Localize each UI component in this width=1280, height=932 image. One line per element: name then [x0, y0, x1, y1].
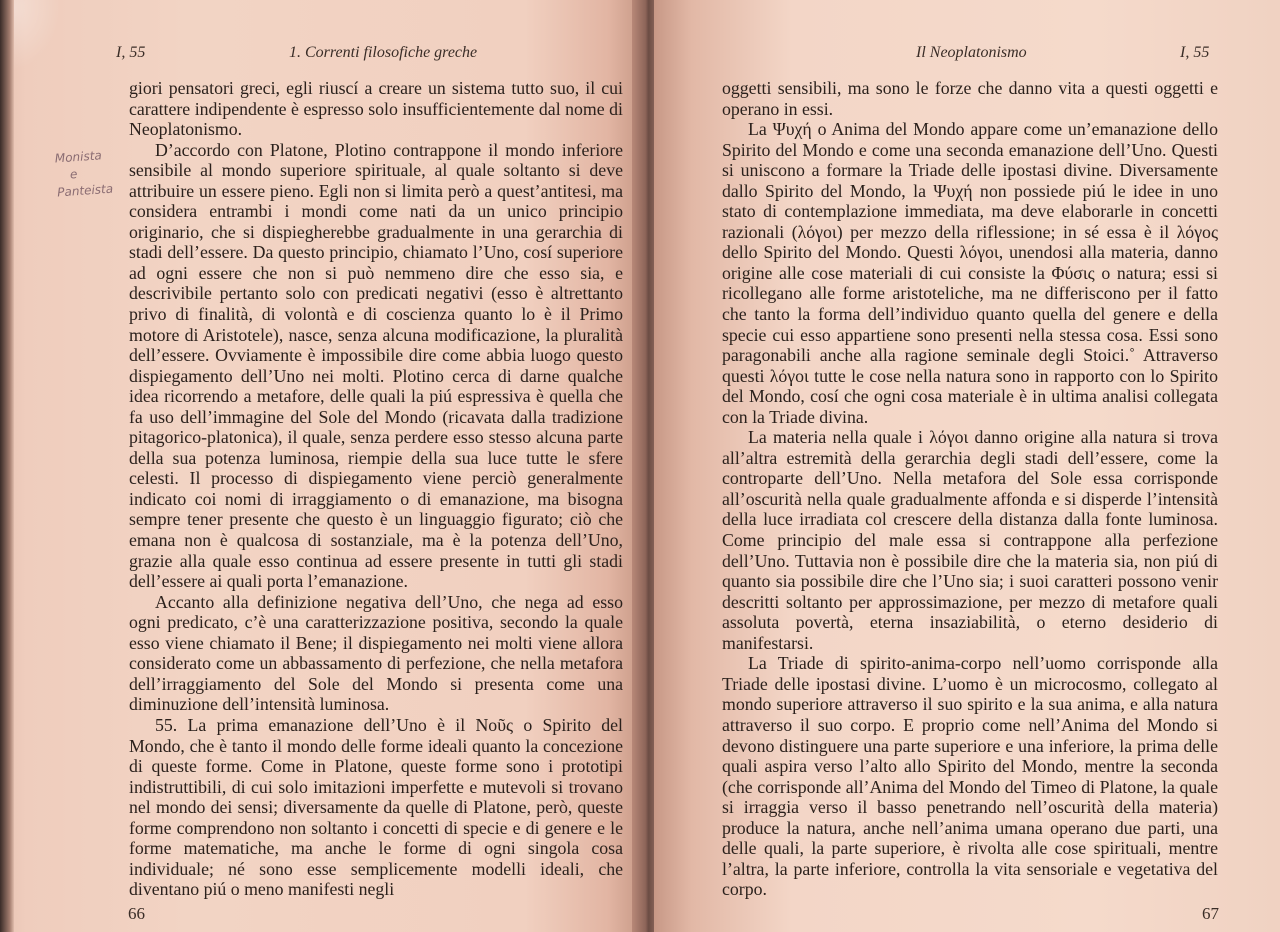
book-edge — [0, 0, 14, 932]
margin-note-line-2: e — [69, 167, 78, 182]
margin-note-line-3: Panteista — [56, 181, 114, 200]
right-header-title: Il Neoplatonismo — [916, 44, 1027, 61]
right-header-section: I, 55 — [1180, 44, 1210, 61]
paragraph: 55. La prima emanazione dell’Uno è il Νοῦς o Spirito del Mondo, che è tanto il mondo delle forme ideali quanto la concezione di queste forme. Come in Platone, queste forme sono i prototipi indistruttibili, di cui solo imitazioni imperfette e mutevoli si trovano nel mondo dei sensi; diversamente da quelle di Platone, però, queste forme comprendono non soltanto i concetti di specie e di genere e le forme matematiche, ma anche le forme di ogni singola cosa individuale; né sono esse semplicemente modelli ideali, che diventano piú o meno manifesti negli — [129, 714, 623, 900]
left-header-title: 1. Correnti filosofiche greche — [289, 44, 478, 61]
paragraph: giori pensatori greci, egli riuscí a creare un sistema tutto suo, il cui carattere indipendente è espresso solo insufficientemente dal nome di Neoplatonismo. — [129, 78, 623, 140]
paragraph: Accanto alla definizione negativa dell’Uno, che nega ad esso ogni predicato, c’è una caratterizzazione positiva, secondo la quale esso viene chiamato il Bene; il dispiegamento nei molti viene allora considerato come un abbassamento di perfezione, che nella metafora dell’irraggiamento del Sole del Mondo si presenta come una diminuzione dell’intensità luminosa. — [129, 591, 623, 715]
right-page — [654, 0, 1280, 932]
left-header-section: I, 55 — [116, 44, 146, 61]
paragraph: La Ψυχή o Anima del Mondo appare come un’emanazione dello Spirito del Mondo e come una seconda emanazione dell’Uno. Questi si uniscono a formare la Triade delle ipostasi divine. Diversamente dallo Spirito del Mondo, la Ψυχή non possiede piú le idee in uno stato di contemplazione immediata, ma deve elaborarle in concetti razionali (λόγοι) per mezzo della riflessione; in sé essa è il λόγος dello Spirito del Mondo. Questi λόγοι, unendosi alla materia, danno origine alle cose materiali di cui consiste la Φύσις o natura; essi si ricollegano alle forme aristoteliche, ma ne differiscono per il fatto che tanto la forma dell’individuo quanto quella del genere e della specie cui esso appartiene sono presenti nella stessa cosa. Essi sono paragonabili anche alla ragione seminale degli Stoici.˚ Attraverso questi λόγοι tutte le cose nella natura sono in rapporto con lo Spirito del Mondo, cosí che ogni cosa materiale è in ultima analisi collegata con la Triade divina. — [722, 119, 1218, 427]
margin-note-line-1: Monista — [54, 148, 103, 166]
margin-handwritten-note — [54, 146, 129, 202]
paragraph: oggetti sensibili, ma sono le forze che danno vita a questi oggetti e operano in essi. — [722, 78, 1218, 119]
right-page-text — [722, 78, 1218, 900]
paragraph: La materia nella quale i λόγοι danno origine alla natura si trova all’altra estremità della gerarchia degli stadi dell’essere, come la controparte dell’Uno. Nella metafora del Sole essa corrisponde all’oscurità nella quale gradualmente affonda e si disperde l’intensità della luce irradiata col crescere della distanza dalla fonte luminosa. Come principio del male essa si contrappone alla perfezione dell’Uno. Tuttavia non è possibile dire che la materia sia, non piú di quanto sia possibile dire che l’Uno sia; i suoi caratteri possono venir descritti soltanto per approssimazione, per mezzo di metafore quali assoluta povertà, eterna insaziabilità, o eterno desiderio di manifestarsi. — [722, 427, 1218, 653]
paragraph: La Triade di spirito-anima-corpo nell’uomo corrisponde alla Triade delle ipostasi divine. L’uomo è un microcosmo, collegato al mondo superiore attraverso il suo spirito e la sua anima, e alla natura attraverso il suo corpo. E proprio come nell’Anima del Mondo si devono distinguere una parte superiore e una inferiore, la prima delle quali aspira verso l’alto allo Spirito del Mondo, mentre la seconda (che corrisponde all’Anima del Mondo del Timeo di Platone, la quale si irraggia verso il basso penetrando nell’oscurità della materia) produce la natura, anche nell’anima umana operano due parti, una delle quali, la parte superiore, è rivolta alle cose spirituali, mentre l’altra, la parte inferiore, controlla la vita sensoriale e vegetativa del corpo. — [722, 653, 1218, 900]
right-page-number: 67 — [1202, 904, 1219, 923]
paragraph: D’accordo con Platone, Plotino contrappone il mondo inferiore sensibile al mondo superiore spirituale, al quale soltanto si deve attribuire un essere pieno. Egli non si limita però a quest’antitesi, ma considera entrambi i mondi come nati da un unico principio originario, che si dispiegherebbe gradualmente in una gerarchia di stadi dell’essere. Da questo principio, chiamato l’Uno, cosí superiore ad ogni essere che non si può nemmeno dire che esso sia, e descrivibile pertanto solo con predicati negativi (esso è altrettanto privo di finalità, di volontà e di coscienza quanto lo è il Primo motore di Aristotele), nasce, senza alcuna modificazione, la pluralità dell’essere. Ovviamente è impossibile dire come abbia luogo questo dispiegamento dell’Uno nei molti. Plotino cerca di darne qualche idea ricorrendo a metafore, delle quali la piú espressiva è quella che fa uso dell’immagine del Sole del Mondo (ricavata dalla tradizione pitagorico-platonica), il quale, senza perdere esso stesso alcuna parte della sua potenza luminosa, riempie della sua luce tutte le sfere celesti. Il processo di dispiegamento viene perciò generalmente indicato coi nomi di irraggiamento o di emanazione, ma bisogna sempre tener presente che questo è un linguaggio figurato; ciò che emana non è qualcosa di sostanziale, ma è la potenza dell’Uno, grazie alla quale esso continua ad essere presente in tutti gli stadi dell’essere ai quali porta l’emanazione. — [129, 139, 623, 592]
left-page-number: 66 — [128, 904, 145, 923]
left-page-text — [129, 78, 623, 900]
